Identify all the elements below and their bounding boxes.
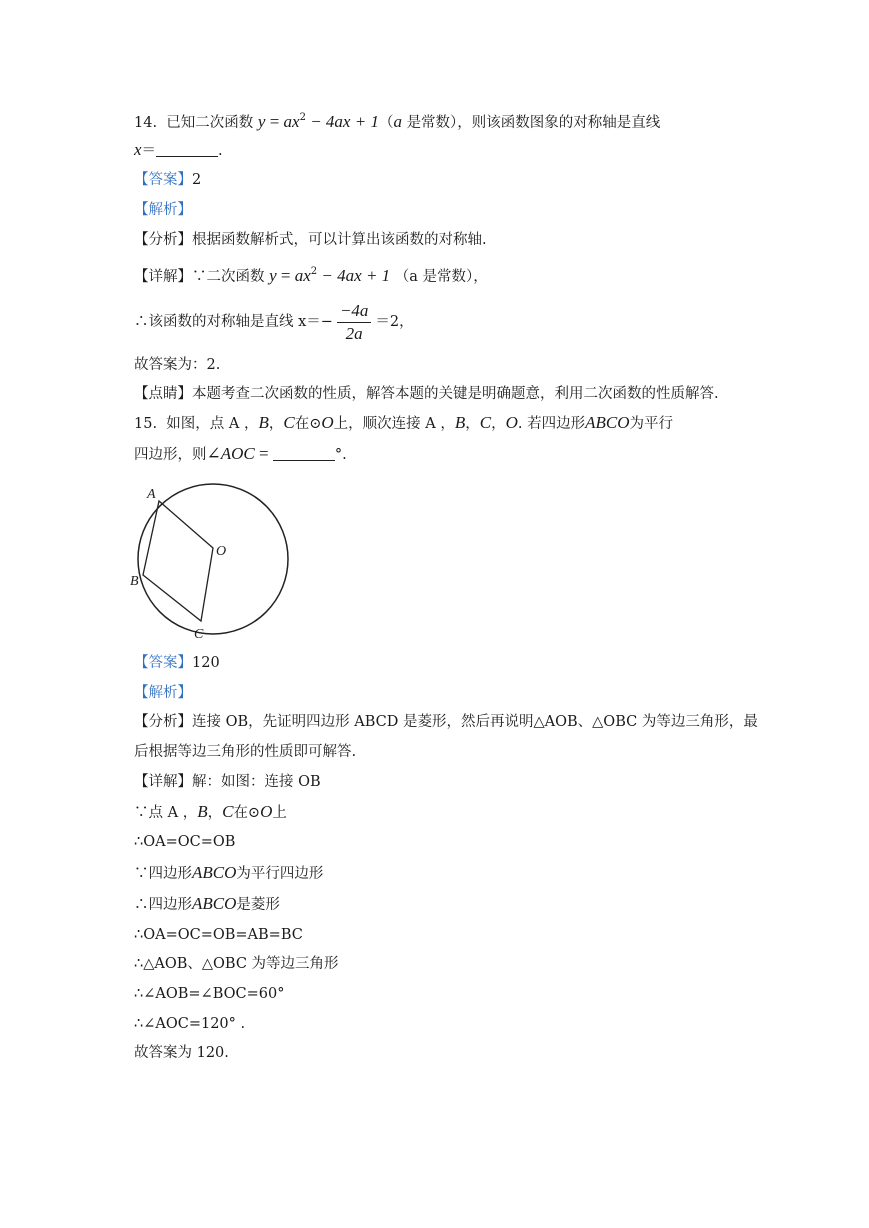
a15-step9 [134,1043,229,1063]
a14-func-y: y [269,266,277,285]
q14-func-eq: = [265,112,284,131]
a15-s4-pre: ∴四边形 [134,897,192,913]
a15-answer-tag: 【答案】 [134,655,192,671]
q15-line2 [134,444,347,465]
q15-ABCO: ABCO [585,413,630,432]
q15-line2-pre: 四边形，则 [134,447,207,463]
a15-step7 [134,984,284,1004]
q14-eq: ＝ [141,143,157,159]
q14-func-ax: ax [283,112,300,131]
q15-C2: C [479,413,492,432]
label-a: A [147,487,156,502]
a15-xiangjie-tag: 【详解】 [134,774,192,790]
q14-line2 [134,140,223,161]
a14-dianjing-text: 本题考查二次函数的性质，解答本题的关键是明确题意，利用二次函数的性质解答. [192,386,719,402]
a15-s1-comma: ， [207,805,223,821]
q15-t6: ， [491,416,506,432]
a14-frac-num: −4a [337,301,371,323]
a15-xiangjie-text: 解：如图：连接 OB [192,774,321,790]
q15-answer-blank[interactable] [273,460,335,461]
a15-step3 [134,863,323,884]
a15-fenxi-line1-text: 连接 OB，先证明四边形 ABCD 是菱形，然后再说明△AOB、△OBC 为等边三角形，最 [192,714,758,730]
q14-paren-text: 是常数），则该函数图象的对称轴是直线 [406,115,661,131]
a15-s1-post: 在⊙ [233,805,261,821]
a15-s1-C: C [222,802,234,821]
a14-answer-tag: 【答案】 [134,172,192,188]
a14-func-rest: − 4ax + 1 [317,266,391,285]
q15-t3: 在⊙ [294,416,322,432]
a15-s1-B: B [197,802,208,821]
a14-conclusion-line [134,355,220,375]
a15-fenxi-line2-text: 后根据等边三角形的性质即可解答. [134,744,357,760]
label-b: B [130,574,139,589]
a15-answer-line [134,653,220,673]
q15-t2: ， [268,416,284,432]
a15-fenxi-tag: 【分析】 [134,714,192,730]
q15-angle: ∠AOC [206,444,255,463]
a15-fenxi-line1 [134,712,758,732]
circle-o [138,484,288,634]
a15-s4-post: 是菱形 [236,897,280,913]
a15-answer-value: 120 [192,655,220,671]
q15-line2-post: °. [334,447,347,463]
q15-t1: 如图，点 A ， [166,416,259,432]
a15-step6 [134,954,339,974]
q14-func-rest: − 4ax + 1 [305,112,379,131]
a14-fenxi-text: 根据函数解析式，可以计算出该函数的对称轴. [192,232,487,248]
a14-func-eq: = [276,266,295,285]
q14-func-exp: 2 [299,112,306,123]
a15-step5 [134,925,303,945]
a15-s8: ∴∠AOC=120° . [134,1016,246,1032]
quadrilateral-abco [143,501,213,621]
a15-s3-ABCO: ABCO [192,863,237,882]
q15-O2: O [505,413,518,432]
a15-s6: ∴△AOB、△OBC 为等边三角形 [134,956,339,972]
a14-xiangjie-pre: ∵二次函数 [192,269,265,285]
a15-s7: ∴∠AOB=∠BOC=60° [134,986,285,1002]
q14-x: x [134,140,142,159]
a14-axis-post: ＝2， [375,314,414,330]
q15-line2-eq: = [254,444,273,463]
a14-frac-den: 2a [345,323,363,343]
a15-s4-ABCO: ABCO [192,894,237,913]
a14-dianjing-tag: 【点睛】 [134,386,192,402]
a14-analysis-tag: 【解析】 [134,202,192,218]
q15-t8: 为平行 [629,416,673,432]
circle-figure [128,478,298,644]
a14-xiangjie-tag: 【详解】 [134,269,192,285]
q15-t4: 上，顺次连接 A ， [333,416,455,432]
a15-step2 [134,832,235,852]
q14-answer-blank[interactable] [156,156,218,157]
a14-fraction [337,301,371,344]
q14-func-y: y [257,112,266,131]
a14-func-exp: 2 [310,266,318,277]
a15-step8 [134,1014,245,1034]
a15-s1-end: 上 [272,805,287,821]
a14-xiangjie-post: （a 是常数）， [394,269,488,285]
a15-s5: ∴OA=OC=OB=AB=BC [134,927,303,943]
q14-paren: （ [378,115,394,131]
q15-B2: B [454,413,466,432]
a15-step1 [134,802,287,823]
a14-answer-value: 2 [192,172,202,188]
a15-fenxi-line2 [134,742,356,762]
q15-t5: ， [465,416,480,432]
q15-t7: . 若四边形 [517,416,586,432]
a15-analysis-line [134,683,192,703]
q14-line1 [134,108,660,133]
a14-analysis-line [134,200,192,220]
a15-s1-pre: ∵点 A ， [134,805,198,821]
a14-axis-line [134,300,414,344]
q14-end: . [218,143,223,159]
a14-fenxi-tag: 【分析】 [134,232,192,248]
label-c: C [194,627,204,642]
a14-conclusion: 故答案为：2. [134,357,221,373]
q15-number: 15. [134,416,158,432]
a15-xiangjie-line [134,772,321,792]
a14-xiangjie-line [134,262,488,287]
a15-analysis-tag: 【解析】 [134,685,192,701]
a14-fenxi-line [134,230,487,250]
a14-func-ax: ax [294,266,311,285]
a14-answer-line [134,170,201,190]
a14-axis-pre: ∴该函数的对称轴是直线 x＝− [134,314,333,330]
a15-s9: 故答案为 120. [134,1045,229,1061]
a15-s1-O: O [260,802,273,821]
a15-s3-post: 为平行四边形 [236,866,324,882]
a15-s2: ∴OA=OC=OB [134,834,236,850]
q15-O: O [321,413,334,432]
q14-text: 已知二次函数 [166,115,254,131]
label-o: O [216,544,227,559]
a15-step4 [134,894,280,915]
q15-line1 [134,413,673,434]
q15-B: B [258,413,269,432]
q15-C: C [283,413,295,432]
a14-dianjing-line [134,384,719,404]
a15-s3-pre: ∵四边形 [134,866,192,882]
q14-param-a: a [393,112,402,131]
q14-number: 14. [134,115,158,131]
